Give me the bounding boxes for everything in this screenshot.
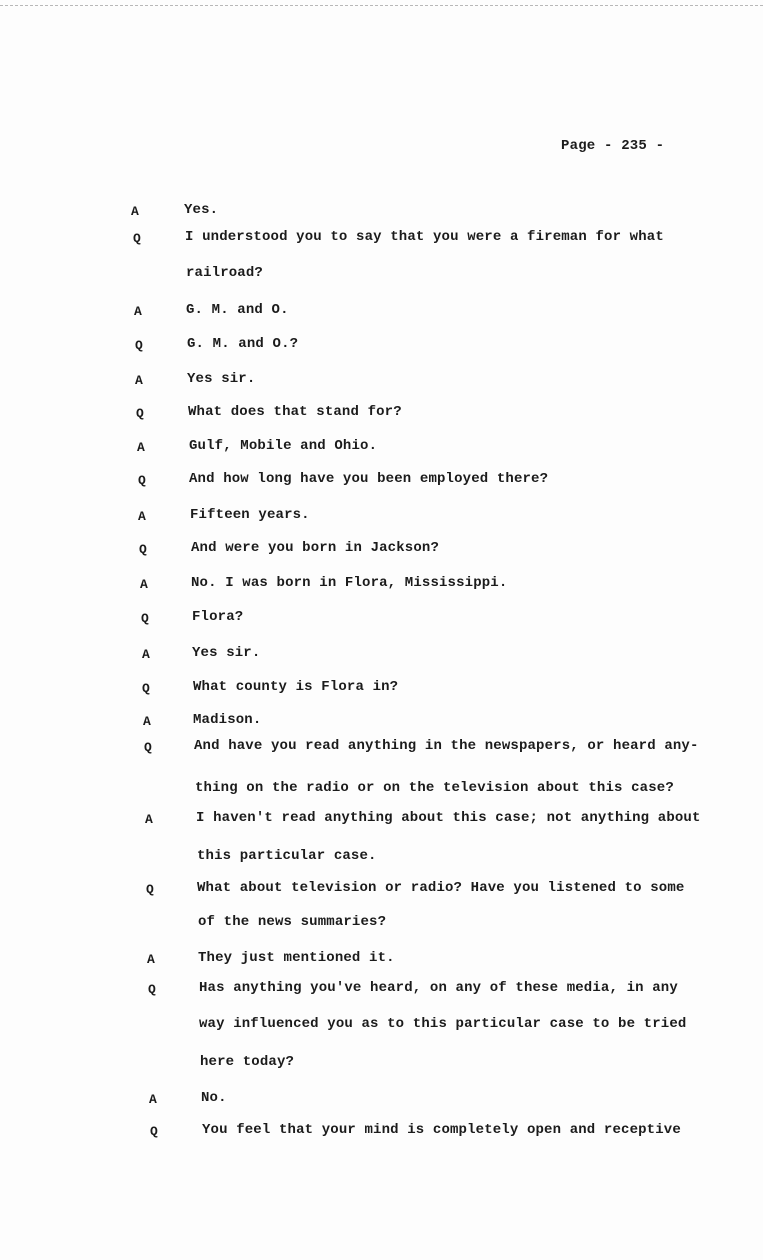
question-text-line: of the news summaries? — [198, 914, 387, 930]
question-marker: Q — [150, 1124, 158, 1139]
answer-marker: A — [131, 204, 139, 219]
answer-marker: A — [147, 952, 155, 967]
answer-text-line: Yes sir. — [192, 645, 261, 661]
question-text-line: And how long have you been employed there? — [189, 471, 549, 487]
question-text-line: Flora? — [192, 609, 244, 625]
answer-marker: A — [134, 304, 142, 319]
answer-text-line: They just mentioned it. — [198, 950, 395, 966]
answer-text-line: I haven't read anything about this case; not anything about — [196, 810, 701, 826]
question-text-line: way influenced you as to this particular case to be tried — [199, 1016, 687, 1032]
question-text-line: railroad? — [186, 265, 263, 281]
answer-text-line: this particular case. — [197, 848, 377, 864]
answer-text-line: Yes. — [184, 202, 219, 218]
answer-text-line: Gulf, Mobile and Ohio. — [189, 438, 378, 454]
answer-text-line: Yes sir. — [187, 371, 256, 387]
page-number: Page - 235 - — [561, 138, 665, 154]
answer-marker: A — [142, 647, 150, 662]
question-marker: Q — [146, 882, 154, 897]
answer-marker: A — [135, 373, 143, 388]
answer-marker: A — [149, 1092, 157, 1107]
question-marker: Q — [144, 740, 152, 755]
answer-marker: A — [145, 812, 153, 827]
question-text-line: I understood you to say that you were a fireman for what — [185, 229, 664, 245]
question-marker: Q — [148, 982, 156, 997]
question-text-line: And have you read anything in the newspapers, or heard any- — [194, 738, 699, 754]
question-text-line: You feel that your mind is completely open and receptive — [202, 1122, 681, 1138]
question-marker: Q — [141, 611, 149, 626]
question-marker: Q — [133, 231, 141, 246]
question-marker: Q — [138, 473, 146, 488]
answer-marker: A — [143, 714, 151, 729]
question-marker: Q — [142, 681, 150, 696]
question-text-line: What does that stand for? — [188, 404, 402, 420]
answer-text-line: Madison. — [193, 712, 262, 728]
answer-marker: A — [138, 509, 146, 524]
answer-text-line: No. — [201, 1090, 227, 1106]
question-text-line: What about television or radio? Have you listened to some — [197, 880, 685, 896]
question-text-line: thing on the radio or on the television about this case? — [195, 780, 674, 796]
answer-text-line: G. M. and O. — [186, 302, 289, 318]
question-text-line: G. M. and O.? — [187, 336, 299, 352]
answer-marker: A — [140, 577, 148, 592]
question-marker: Q — [135, 338, 143, 353]
question-text-line: What county is Flora in? — [193, 679, 399, 695]
answer-text-line: Fifteen years. — [190, 507, 310, 523]
question-text-line: And were you born in Jackson? — [191, 540, 439, 556]
question-text-line: here today? — [200, 1054, 295, 1070]
question-marker: Q — [136, 406, 144, 421]
answer-marker: A — [137, 440, 145, 455]
page-top-edge — [0, 0, 763, 6]
question-text-line: Has anything you've heard, on any of these media, in any — [199, 980, 678, 996]
answer-text-line: No. I was born in Flora, Mississippi. — [191, 575, 508, 591]
question-marker: Q — [139, 542, 147, 557]
